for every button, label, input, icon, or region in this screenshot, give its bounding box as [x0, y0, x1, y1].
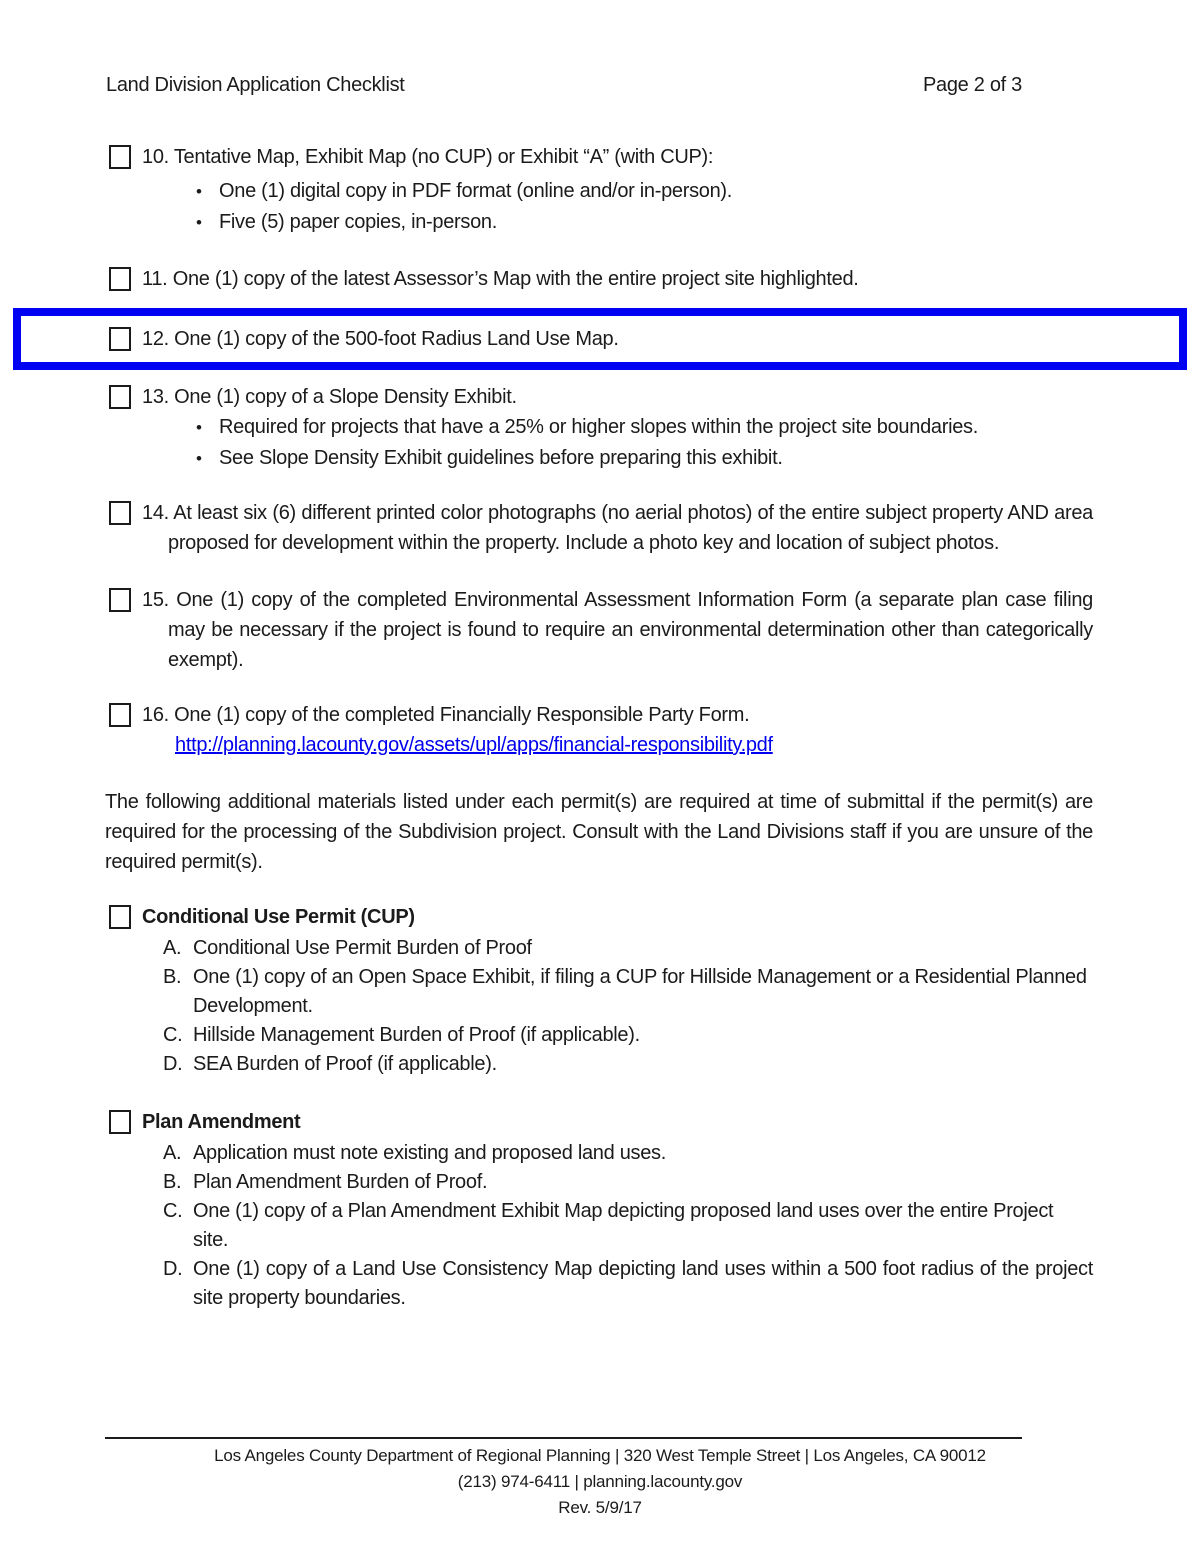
checklist-item-15 [105, 585, 1093, 675]
item-15-checkbox[interactable] [109, 588, 131, 612]
item-13-text: 13. One (1) copy of a Slope Density Exhibit. [142, 386, 517, 408]
item-10-text: 10. Tentative Map, Exhibit Map (no CUP) or Exhibit “A” (with CUP): [142, 146, 714, 168]
item-16-checkbox[interactable] [109, 703, 131, 727]
document-title: Land Division Application Checklist [106, 74, 405, 96]
list-item: D. One (1) copy of a Land Use Consistency Map depicting land uses within a 500 foot radius of the project site property boundaries. [163, 1258, 1093, 1309]
bullet-icon: • [196, 182, 202, 201]
list-item: C. One (1) copy of a Plan Amendment Exhibit Map depicting proposed land uses over the entire Project site. [163, 1200, 1054, 1251]
checklist-item-16 [105, 700, 1093, 730]
list-item: B. Plan Amendment Burden of Proof. [163, 1171, 488, 1193]
item-11-checkbox[interactable] [109, 267, 131, 291]
item-13-checkbox[interactable] [109, 385, 131, 409]
bullet-item: • Five (5) paper copies, in-person. [196, 207, 1093, 238]
permit-section-plan-amendment [105, 1107, 1093, 1137]
item-12-text: 12. One (1) copy of the 500-foot Radius Land Use Map. [142, 328, 619, 350]
item-14-text: 14. At least six (6) different printed color photographs (no aerial photos) of the entire subject property AND area proposed for development within the property. Include a photo key and location of subject photos. [142, 502, 1093, 554]
footer-org-line: Los Angeles County Department of Regional Planning | 320 West Temple Street | Los Angeles, CA 90012 [214, 1446, 986, 1465]
cup-items [105, 934, 1093, 1079]
list-item: A. Application must note existing and proposed land uses. [163, 1142, 666, 1164]
bullet-icon: • [196, 449, 202, 468]
list-item: B. One (1) copy of an Open Space Exhibit, if filing a CUP for Hillside Management or a Residential Planned Development. [163, 966, 1087, 1017]
item-11-text: 11. One (1) copy of the latest Assessor’s Map with the entire project site highlighted. [142, 268, 859, 290]
financial-responsibility-link[interactable]: http://planning.lacounty.gov/assets/upl/apps/financial-responsibility.pdf [175, 734, 773, 756]
item-10-checkbox[interactable] [109, 145, 131, 169]
plan-amendment-checkbox[interactable] [109, 1110, 131, 1134]
bullet-item: • One (1) digital copy in PDF format (online and/or in-person). [196, 176, 1093, 207]
item-12-checkbox[interactable] [109, 327, 131, 351]
highlight-box [13, 308, 1187, 370]
bullet-icon: • [196, 418, 202, 437]
footer-divider [105, 1437, 1022, 1439]
checklist-item-12 [105, 324, 1179, 354]
list-item: C. Hillside Management Burden of Proof (if applicable). [163, 1024, 640, 1046]
footer-revision: Rev. 5/9/17 [558, 1498, 642, 1517]
cup-section-title: Conditional Use Permit (CUP) [142, 906, 415, 928]
checklist-item-14 [105, 498, 1093, 558]
plan-amendment-items [105, 1139, 1093, 1313]
item-13-bullets [105, 412, 1093, 474]
page-footer [0, 1437, 1200, 1521]
page-header [0, 0, 1200, 98]
checklist-item-10 [105, 142, 1093, 172]
page-number: Page 2 of 3 [922, 74, 1022, 96]
footer-contact-line: (213) 974-6411 | planning.lacounty.gov [457, 1472, 743, 1491]
cup-checkbox[interactable] [109, 905, 131, 929]
list-item: A. Conditional Use Permit Burden of Proof [163, 937, 532, 959]
checklist-item-13 [105, 382, 1093, 412]
bullet-item: • Required for projects that have a 25% or higher slopes within the project site boundaries. [196, 412, 1093, 443]
item-10-bullets [105, 176, 1093, 238]
additional-materials-note: The following additional materials listed under each permit(s) are required at time of submittal if the permit(s) are required for the processing of the Subdivision project. Consult with the Land Divisions staff if you are unsure of the required permit(s). [105, 791, 1093, 873]
checklist-content [0, 142, 1200, 1313]
list-item: D. SEA Burden of Proof (if applicable). [163, 1053, 497, 1075]
item-14-checkbox[interactable] [109, 501, 131, 525]
item-16-link-line [105, 730, 1093, 760]
plan-amendment-section-title: Plan Amendment [142, 1111, 301, 1133]
item-15-text: 15. One (1) copy of the completed Environmental Assessment Information Form (a separate plan case filing may be necessary if the project is found to require an environmental determination other than categorically exempt). [142, 589, 1093, 671]
checklist-item-11 [105, 264, 1093, 294]
permit-section-cup [105, 902, 1093, 932]
bullet-item: • See Slope Density Exhibit guidelines before preparing this exhibit. [196, 443, 1093, 474]
bullet-icon: • [196, 213, 202, 232]
item-16-text: 16. One (1) copy of the completed Financially Responsible Party Form. [142, 704, 750, 726]
